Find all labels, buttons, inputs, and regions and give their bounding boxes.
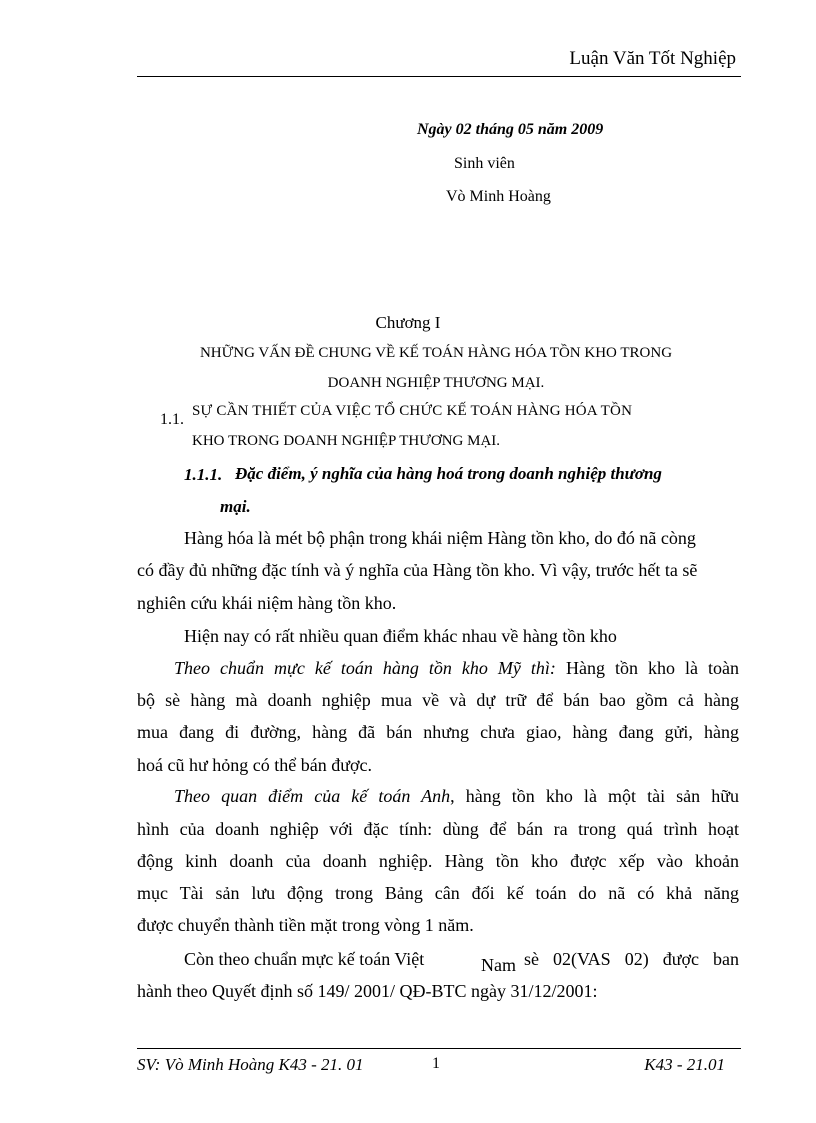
paragraph-3-line-1	[174, 658, 739, 679]
section-title-line-2: KHO TRONG DOANH NGHIỆP THƯƠNG MẠI.	[192, 433, 501, 449]
chapter-title-line-1: NHỮNG VẤN ĐỀ CHUNG VỀ KẾ TOÁN HÀNG HÓA TỒN KHO TRONG	[199, 345, 673, 361]
paragraph-1-line-2: có đầy đủ những đặc tính và ý nghĩa của Hàng tồn kho. Vì vậy, trước hết ta sẽ	[137, 560, 698, 580]
header-rule	[137, 76, 741, 77]
paragraph-4-lead: Theo quan điểm của kế toán Anh	[174, 786, 451, 806]
subsection-title-line-1: Đặc điểm, ý nghĩa của hàng hoá trong doanh nghiệp thương	[235, 464, 662, 483]
paragraph-3-lead-rest: Hàng tồn kho là toàn	[565, 658, 739, 678]
paragraph-5-part-a: Còn theo chuẩn mực kế toán Việt	[184, 949, 425, 969]
paragraph-5-part-b: sè 02(VAS 02) được ban	[524, 949, 739, 969]
paragraph-5-subscript: Nam	[481, 955, 516, 975]
paragraph-3-lead: Theo chuẩn mực kế toán hàng tồn kho Mỹ thì:	[174, 658, 556, 678]
page-header-title: Luận Văn Tốt Nghiệp	[569, 48, 736, 69]
paragraph-4-line-2: hình của doanh nghiệp với đặc tính: dùng để bán ra trong quá trình hoạt	[137, 819, 739, 839]
paragraph-2: Hiện nay có rất nhiều quan điểm khác nhau về hàng tồn kho	[184, 626, 617, 646]
paragraph-3-line-4: hoá cũ hư hỏng có thể bán được.	[137, 755, 372, 775]
footer-rule	[137, 1048, 741, 1049]
paragraph-3-line-3: mua đang đi đường, hàng đã bán nhưng chưa giao, hàng đang gửi, hàng	[137, 722, 739, 742]
subsection-title-line-2: mại.	[220, 497, 251, 516]
section-title-line-1: SỰ CẦN THIẾT CỦA VIỆC TỔ CHỨC KẾ TOÁN HÀNG HÓA TỒN	[192, 403, 633, 419]
signature-date: Ngày 02 tháng 05 năm 2009	[417, 121, 604, 138]
paragraph-4-line-4: mục Tài sản lưu động trong Bảng cân đối kế toán do nã có khả năng	[137, 883, 739, 903]
footer-right: K43 - 21.01	[644, 1055, 725, 1074]
chapter-label: Chương I	[375, 313, 441, 332]
section-number: 1.1.	[160, 411, 184, 428]
paragraph-1-line-3: nghiên cứu khái niệm hàng tồn kho.	[137, 593, 397, 613]
page-number: 1	[432, 1055, 440, 1072]
paragraph-4-line-3: động kinh doanh của doanh nghiệp. Hàng tồn kho được xếp vào khoản	[137, 851, 739, 871]
paragraph-1-line-1: Hàng hóa là mét bộ phận trong khái niệm Hàng tồn kho, do đó nã còng	[184, 528, 696, 548]
subsection-number: 1.1.1.	[184, 465, 223, 484]
paragraph-5-last-line: hành theo Quyết định số 149/ 2001/ QĐ-BTC ngày 31/12/2001:	[137, 981, 598, 1001]
paragraph-4-line-5: được chuyển thành tiền mặt trong vòng 1 năm.	[137, 915, 474, 935]
paragraph-3-line-2: bộ sè hàng mà doanh nghiệp mua về và dự trữ để bán bao gồm cả hàng	[137, 690, 739, 710]
signature-role: Sinh viên	[454, 155, 515, 172]
paragraph-4-line-1	[174, 786, 739, 807]
paragraph-4-lead-rest: , hàng tồn kho là một tài sản hữu	[450, 786, 739, 806]
footer-left: SV: Vò Minh Hoàng K43 - 21. 01	[137, 1055, 364, 1074]
chapter-title-line-2: DOANH NGHIỆP THƯƠNG MẠI.	[327, 375, 545, 391]
signature-name: Vò Minh Hoàng	[446, 188, 551, 205]
